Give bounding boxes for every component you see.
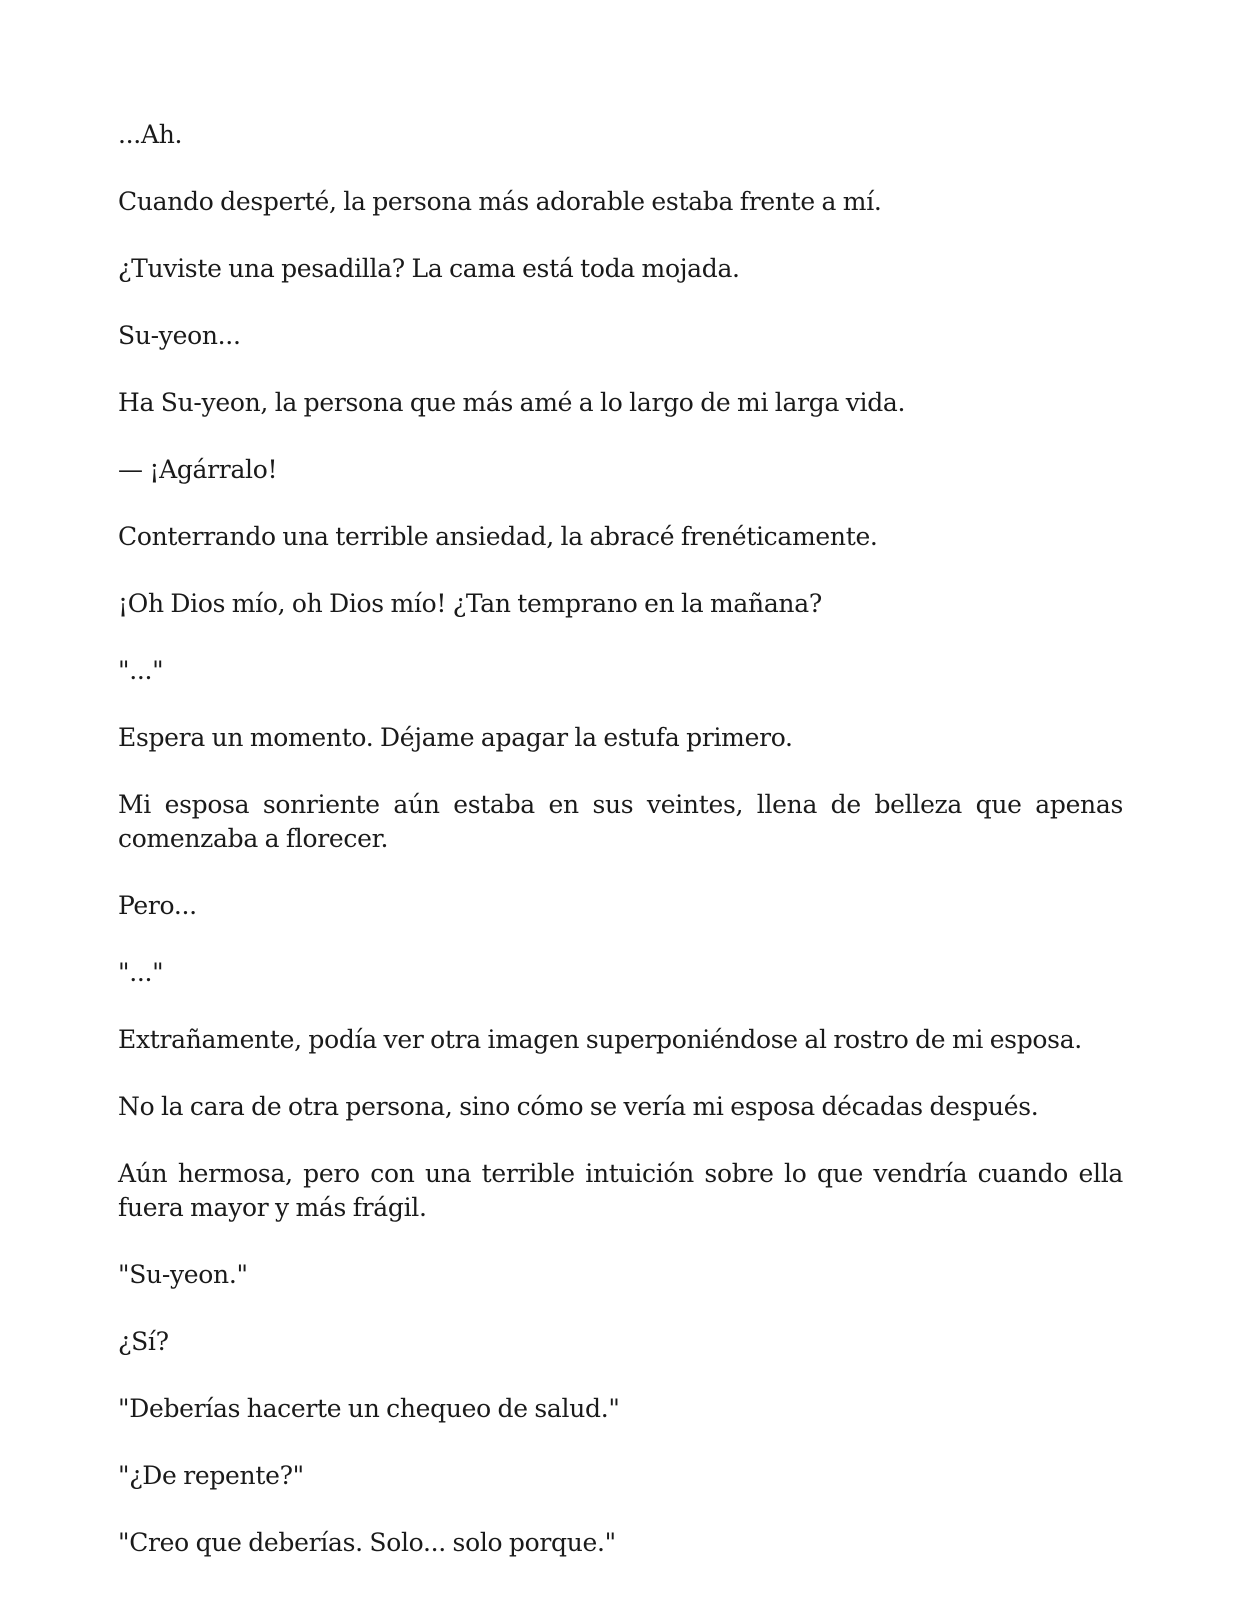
- paragraph: "...": [118, 656, 164, 685]
- paragraph: Ha Su-yeon, la persona que más amé a lo largo de mi larga vida.: [118, 388, 906, 417]
- paragraph: Mi esposa sonriente aún estaba en sus veintes, llena de belleza que apenas comenzaba a florecer.: [118, 790, 1123, 853]
- paragraph: Extrañamente, podía ver otra imagen superponiéndose al rostro de mi esposa.: [118, 1025, 1082, 1054]
- document-body: [118, 118, 1123, 1593]
- paragraph: No la cara de otra persona, sino cómo se vería mi esposa décadas después.: [118, 1092, 1039, 1121]
- paragraph: Aún hermosa, pero con una terrible intuición sobre lo que vendría cuando ella fuera mayor y más frágil.: [118, 1159, 1123, 1222]
- paragraph: ¡Oh Dios mío, oh Dios mío! ¿Tan temprano en la mañana?: [118, 589, 822, 618]
- paragraph: Cuando desperté, la persona más adorable estaba frente a mí.: [118, 187, 882, 216]
- paragraph: Su-yeon...: [118, 321, 241, 350]
- paragraph: ¿Tuviste una pesadilla? La cama está toda mojada.: [118, 254, 740, 283]
- paragraph: "...": [118, 958, 164, 987]
- paragraph: "¿De repente?": [118, 1461, 304, 1490]
- paragraph: ¿Sí?: [118, 1327, 169, 1356]
- paragraph: Espera un momento. Déjame apagar la estufa primero.: [118, 723, 793, 752]
- paragraph: — ¡Agárralo!: [118, 455, 278, 484]
- paragraph: Pero...: [118, 891, 197, 920]
- paragraph: "Su-yeon.": [118, 1260, 248, 1289]
- paragraph: "Creo que deberías. Solo... solo porque.": [118, 1528, 616, 1557]
- paragraph: "Deberías hacerte un chequeo de salud.": [118, 1394, 620, 1423]
- paragraph: ...Ah.: [118, 120, 183, 149]
- paragraph: Conterrando una terrible ansiedad, la abracé frenéticamente.: [118, 522, 878, 551]
